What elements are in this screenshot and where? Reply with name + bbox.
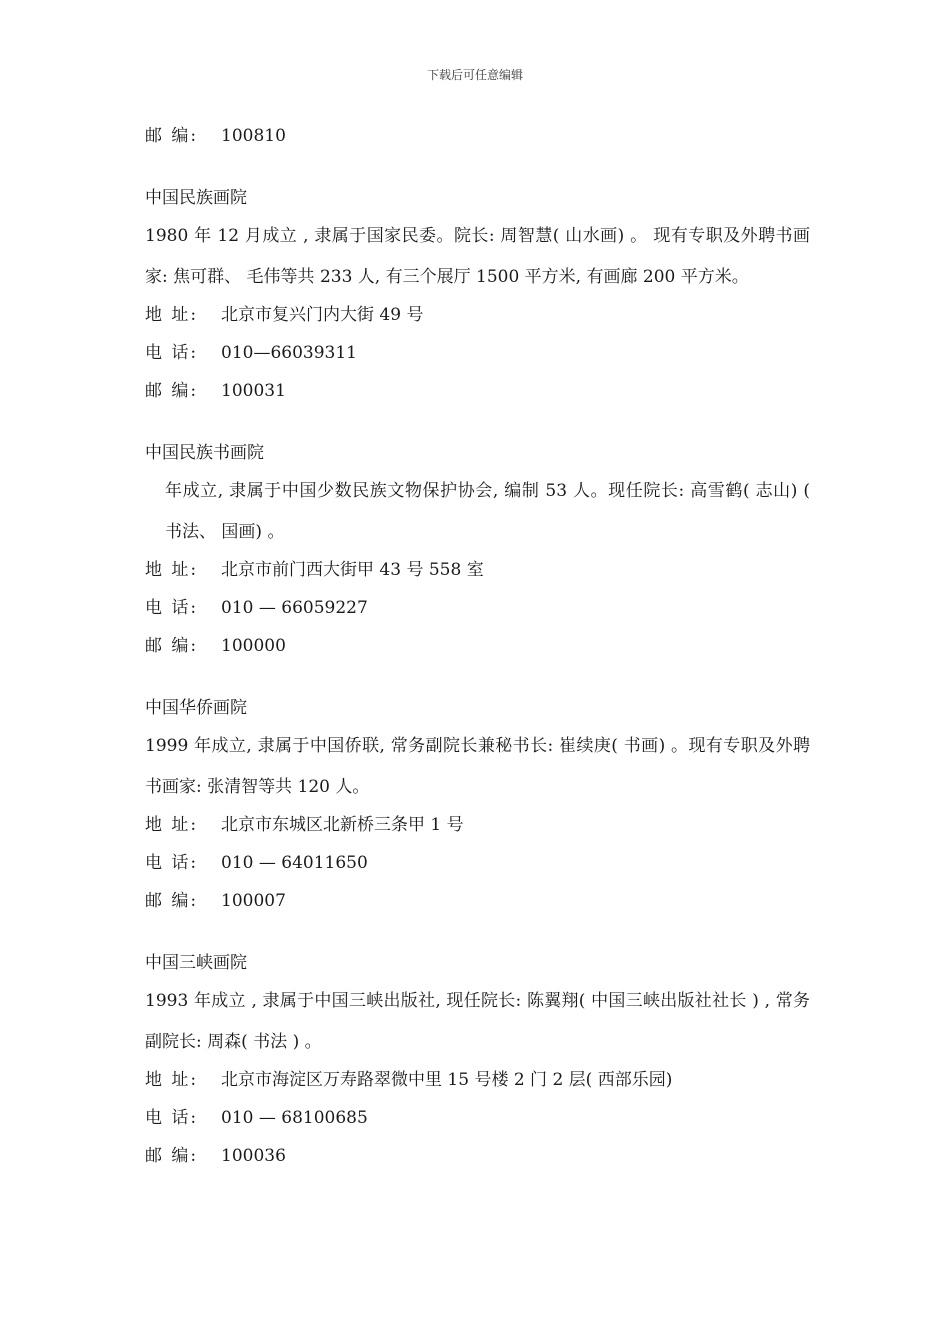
postcode-row — [145, 634, 810, 659]
phone-row — [145, 1106, 810, 1131]
address-value: 北京市复兴门内大街 49 号 — [221, 305, 424, 325]
section-minzu-shuhuayuan — [145, 441, 810, 659]
address-value: 北京市海淀区万寿路翠微中里 15 号楼 2 门 2 层( 西部乐园) — [221, 1070, 673, 1090]
phone-value: 010—66039311 — [221, 343, 357, 363]
section-description: 年成立, 隶属于中国少数民族文物保护协会, 编制 53 人。现任院长: 高雪鹤( 志山) ( 书法、 国画) 。 — [165, 481, 810, 542]
postcode-label: 邮 编: — [145, 636, 199, 656]
phone-value: 010 — 68100685 — [221, 1108, 368, 1128]
address-label: 地 址: — [145, 305, 199, 325]
postcode-label: 邮 编: — [145, 891, 199, 911]
section-title: 中国民族画院 — [145, 188, 247, 208]
phone-label: 电 话: — [145, 598, 199, 618]
address-label: 地 址: — [145, 1070, 199, 1090]
postcode-label: 邮 编: — [145, 381, 199, 401]
phone-value: 010 — 66059227 — [221, 598, 368, 618]
address-row — [145, 1068, 810, 1093]
section-sanxia-huayuan — [145, 951, 810, 1169]
postcode-row — [145, 124, 810, 149]
page-header: 下载后可任意编辑 — [426, 68, 523, 82]
section-title: 中国三峡画院 — [145, 953, 247, 973]
postcode-row — [145, 1144, 810, 1169]
phone-row — [145, 851, 810, 876]
section-minzu-huayuan — [145, 186, 810, 404]
postcode-value: 100036 — [221, 1146, 286, 1166]
section-description: 1980 年 12 月成立 , 隶属于国家民委。院长: 周智慧( 山水画) 。 现有专职及外聘书画家: 焦可群、 毛伟等共 233 人, 有三个展厅 1500 平方米, 有画廊 200 平方米。 — [145, 226, 810, 287]
phone-row — [145, 341, 810, 366]
postcode-label: 邮 编: — [145, 1146, 199, 1166]
postcode-row — [145, 889, 810, 914]
section-huaqiao-huayuan — [145, 696, 810, 914]
postcode-row — [145, 379, 810, 404]
section-description: 1993 年成立 , 隶属于中国三峡出版社, 现任院长: 陈翼翔( 中国三峡出版社社长 ) , 常务副院长: 周森( 书法 ) 。 — [145, 991, 810, 1052]
address-row — [145, 558, 810, 583]
address-row — [145, 813, 810, 838]
address-value: 北京市东城区北新桥三条甲 1 号 — [221, 815, 464, 835]
postcode-value: 100810 — [221, 126, 286, 146]
phone-label: 电 话: — [145, 853, 199, 873]
address-row — [145, 303, 810, 328]
phone-label: 电 话: — [145, 343, 199, 363]
address-value: 北京市前门西大街甲 43 号 558 室 — [221, 560, 484, 580]
section-title: 中国华侨画院 — [145, 698, 247, 718]
section-title: 中国民族书画院 — [145, 443, 264, 463]
section-description: 1999 年成立, 隶属于中国侨联, 常务副院长兼秘书长: 崔续庚( 书画) 。现有专职及外聘书画家: 张清智等共 120 人。 — [145, 736, 810, 797]
postcode-label: 邮 编: — [145, 126, 199, 146]
phone-value: 010 — 64011650 — [221, 853, 368, 873]
postcode-value: 100000 — [221, 636, 286, 656]
address-label: 地 址: — [145, 560, 199, 580]
document-body — [145, 124, 810, 1182]
postcode-value: 100031 — [221, 381, 286, 401]
address-label: 地 址: — [145, 815, 199, 835]
phone-row — [145, 596, 810, 621]
postcode-value: 100007 — [221, 891, 286, 911]
phone-label: 电 话: — [145, 1108, 199, 1128]
